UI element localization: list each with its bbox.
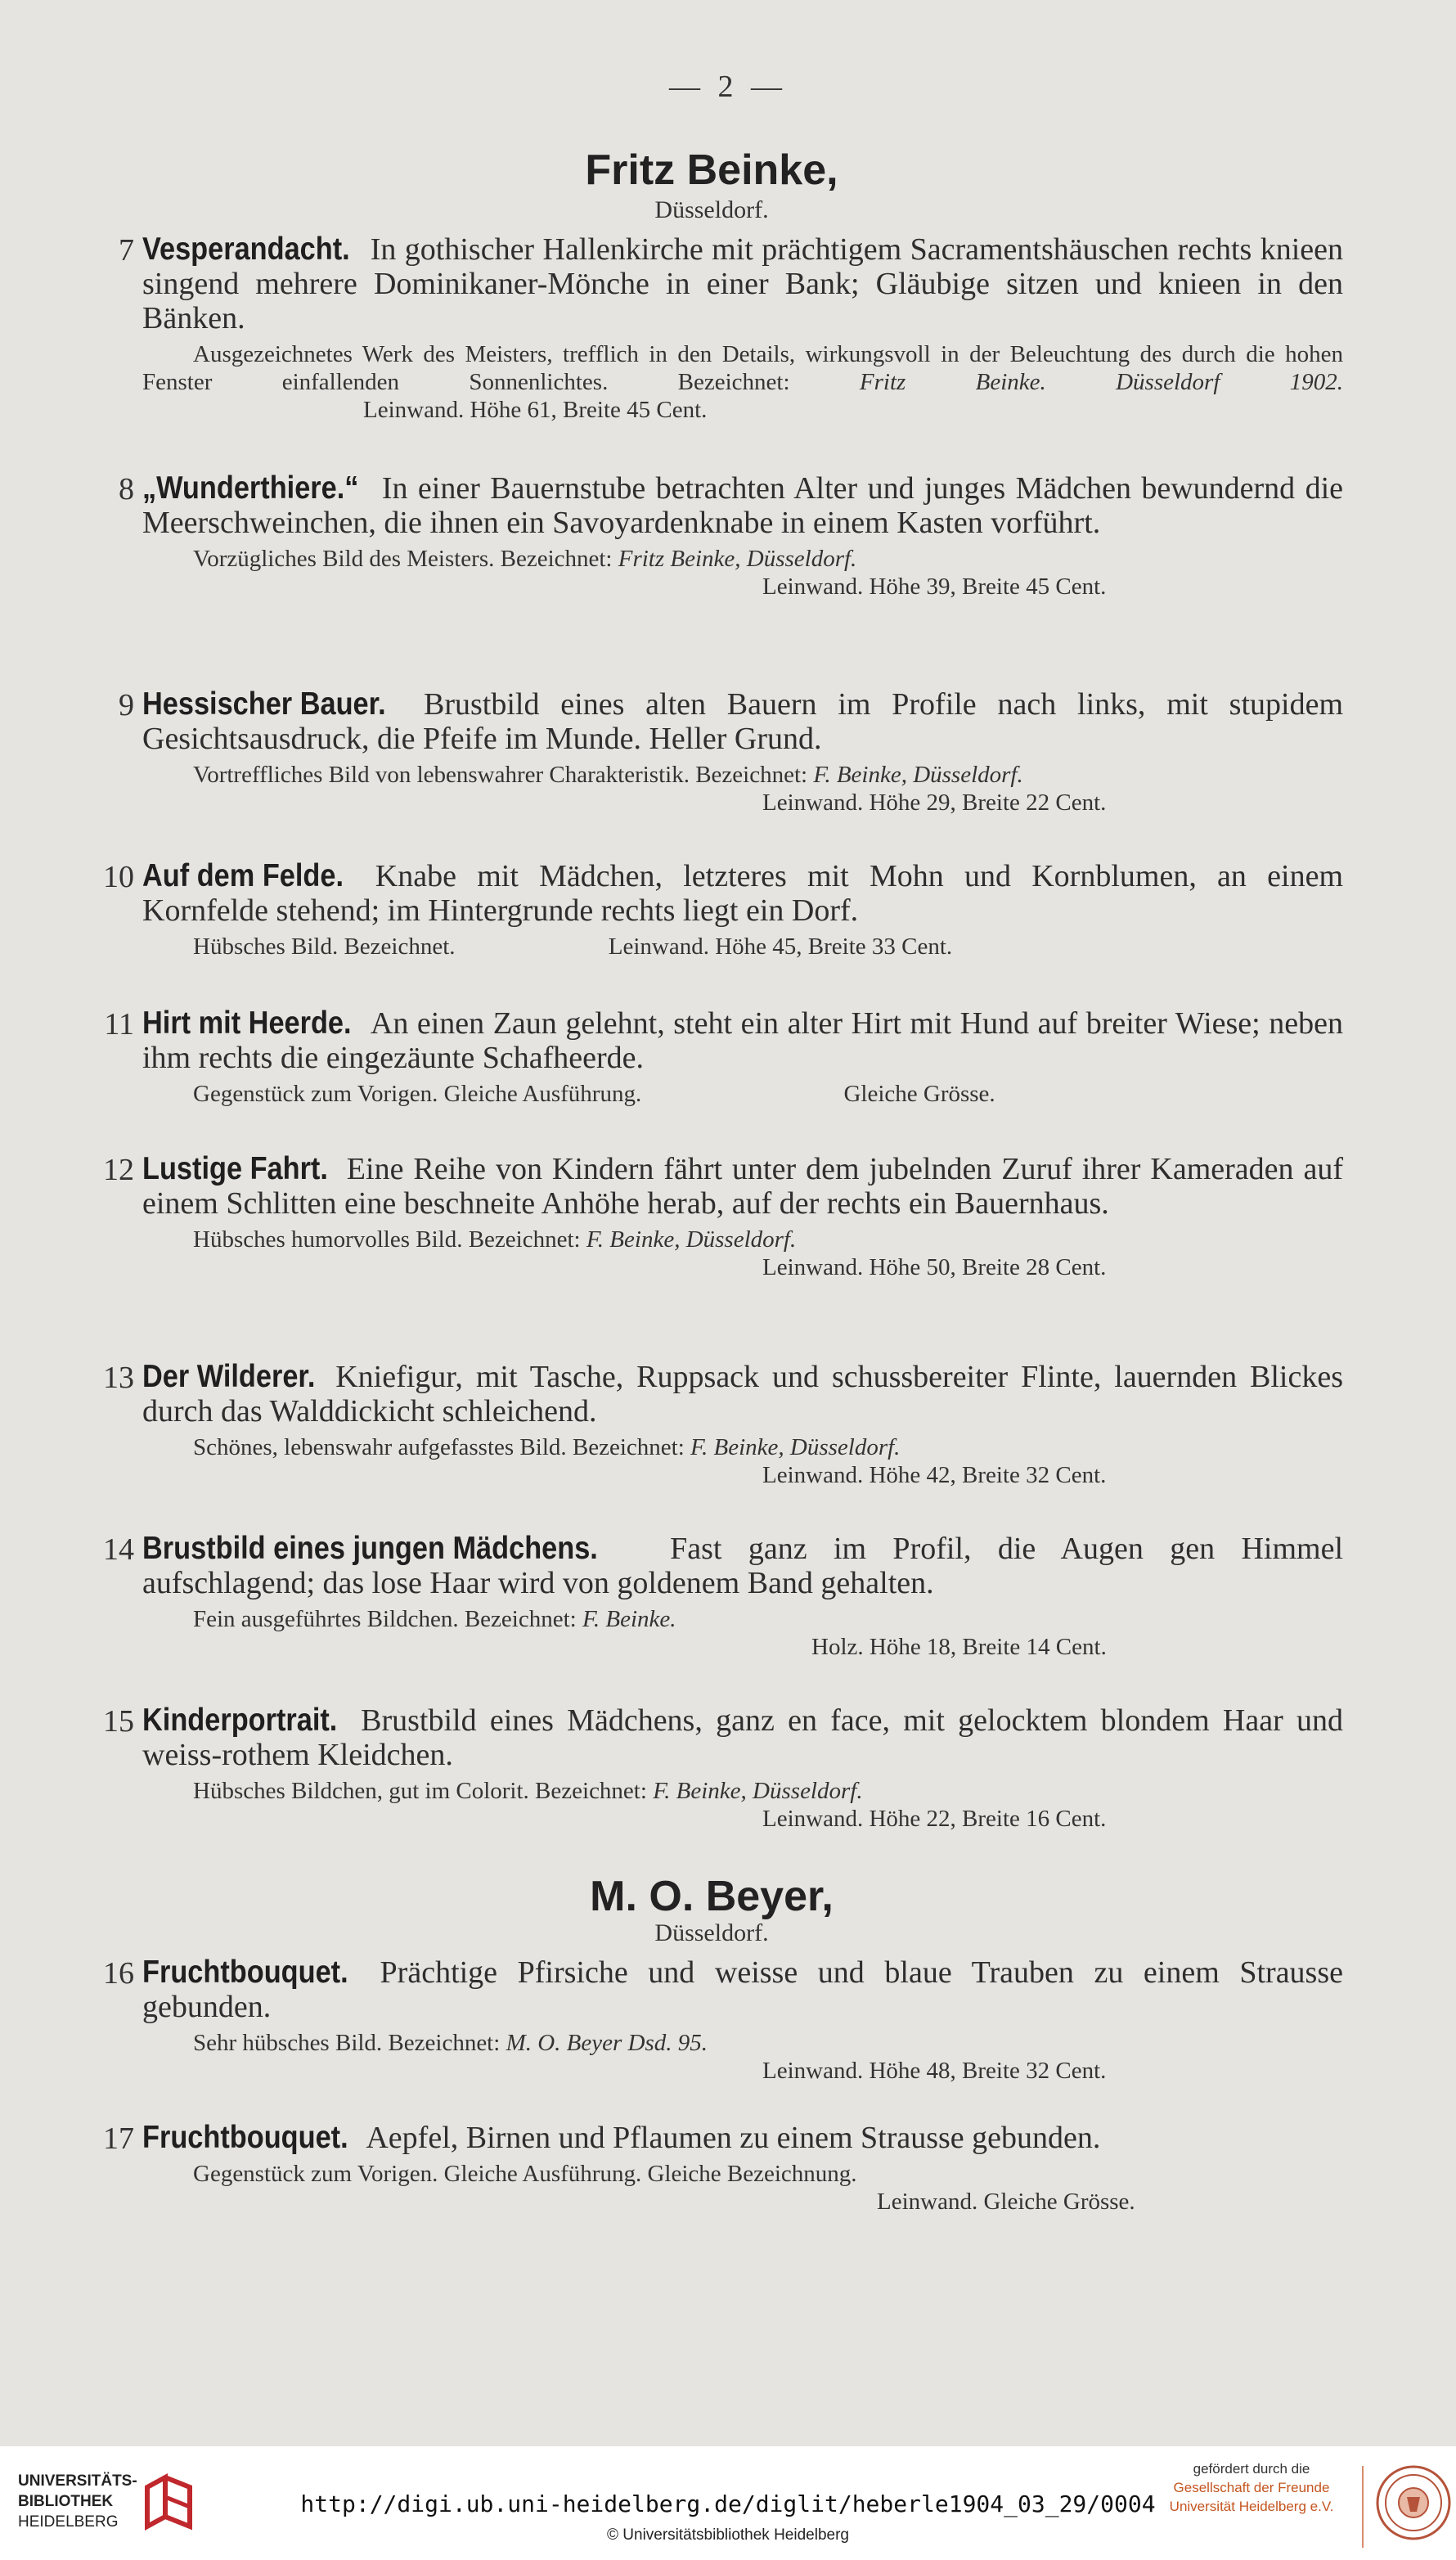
entry-meta: Leinwand. Höhe 22, Breite 16 Cent. [762,1806,1107,1832]
entry-description: An einen Zaun gelehnt, steht ein alter Hirt mit Hund auf breiter Wiese; neben ihm rechts die eingezäunte Schafheerde. [142,1006,1343,1075]
entry-note-text: Hübsches humorvolles Bild. Bezeichnet: [193,1226,581,1253]
entry-signature: F. Beinke. [582,1606,676,1632]
entry-number: 9 [119,688,134,722]
entry-note-text: Hübsches Bild. Bezeichnet. [193,934,456,960]
entry-meta: Leinwand. Höhe 48, Breite 32 Cent. [762,2058,1107,2084]
catalog-entry [92,471,1343,601]
entry-note [193,1777,1343,1805]
catalog-entry [92,1955,1343,2085]
entry-meta: Leinwand. Höhe 45, Breite 33 Cent. [608,934,953,960]
sponsor-org-line1: Gesellschaft der Freunde [1173,2480,1330,2495]
university-seal-icon [1374,2458,1453,2548]
entry-note-text: Sehr hübsches Bild. Bezeichnet: [193,2030,501,2056]
entry-number: 7 [119,233,134,268]
entry-signature: F. Beinke, Düsseldorf. [813,762,1023,788]
entry-number: 8 [119,472,134,506]
catalog-entry [92,687,1343,817]
entry-number: 15 [103,1704,134,1739]
catalog-entry [92,1360,1343,1489]
viewer-footer [0,2446,1456,2560]
page-number: — 2 — [669,70,787,104]
entry-note [193,1226,1343,1253]
entry-text [142,1360,1343,1428]
entry-title: Kinderportrait. [142,1703,338,1738]
entry-note-text: Hübsches Bildchen, gut im Colorit. Bezeichnet: [193,1778,647,1804]
catalog-entry [92,1703,1343,1833]
entry-signature: Fritz Beinke. Düsseldorf 1902. [859,369,1343,395]
artist-city: Düsseldorf. [654,1919,769,1946]
entry-note-text: Vortreffliches Bild von lebenswahrer Charakteristik. Bezeichnet: [193,762,808,788]
entry-note-text: Schönes, lebenswahr aufgefasstes Bild. Bezeichnet: [193,1434,685,1460]
entry-title: Lustige Fahrt. [142,1151,328,1186]
entry-signature: M. O. Beyer Dsd. 95. [506,2030,708,2056]
artist-heading: Fritz Beinke, [585,146,838,194]
entry-text [142,1955,1343,2024]
sponsor-label: gefördert durch die [1193,2461,1310,2477]
entry-meta: Leinwand. Höhe 50, Breite 28 Cent. [762,1254,1107,1280]
entry-description: Kniefigur, mit Tasche, Ruppsack und schussbereiter Flinte, lauernden Blickes durch das Walddickicht schleichend. [142,1360,1343,1428]
artist-heading: M. O. Beyer, [590,1873,834,1920]
entry-text [142,232,1343,335]
entry-note [193,2029,1343,2057]
entry-meta: Gleiche Grösse. [843,1081,995,1107]
entry-note-text: Ausgezeichnetes Werk des Meisters, trefflich in den Details, wirkungsvoll in der Beleuchtung des durch die hohen Fenster einfallenden Sonnenlichtes. Bezeichnet: [142,341,1343,395]
entry-text [142,1532,1343,1600]
entry-description: Aepfel, Birnen und Pflaumen zu einem Strausse gebunden. [366,2121,1101,2155]
sponsor-divider [1362,2466,1364,2548]
sponsor-block[interactable] [1149,2459,1354,2516]
library-name-line2: BIBLIOTHEK [18,2493,114,2510]
entry-text [142,687,1343,756]
entry-meta: Leinwand. Höhe 29, Breite 22 Cent. [762,790,1107,816]
library-name-line3: HEIDELBERG [18,2513,119,2531]
catalog-entry [92,859,1343,961]
entry-note [142,340,1343,424]
entry-text [142,2121,1343,2155]
entry-note-text: Vorzügliches Bild des Meisters. Bezeichnet: [193,546,613,572]
entry-number: 16 [103,1956,134,1991]
entry-signature: F. Beinke, Düsseldorf. [653,1778,863,1804]
catalog-entry [92,1152,1343,1281]
entry-note [193,1605,1343,1633]
entry-signature: F. Beinke, Düsseldorf. [586,1226,797,1253]
catalog-entry [92,232,1343,424]
entry-title: Der Wilderer. [142,1359,316,1394]
entry-meta: Holz. Höhe 18, Breite 14 Cent. [811,1634,1107,1660]
entry-meta: Leinwand. Höhe 39, Breite 45 Cent. [762,574,1107,600]
entry-description: Brustbild eines alten Bauern im Profile nach links, mit stupidem Gesichtsausdruck, die Pfeife im Munde. Heller Grund. [142,687,1344,756]
entry-text [142,1703,1343,1772]
entry-text [142,471,1343,540]
entry-note [193,545,1343,573]
entry-title: „Wunderthiere.“ [142,470,359,506]
entry-title: Fruchtbouquet. [142,1955,348,1990]
catalog-entry [92,1006,1343,1108]
entry-number: 13 [103,1361,134,1395]
entry-note [193,761,1343,789]
entry-number: 11 [104,1007,134,1042]
entry-signature: Fritz Beinke, Düsseldorf. [618,546,857,572]
entry-number: 14 [103,1532,134,1567]
entry-title: Hirt mit Heerde. [142,1006,352,1041]
entry-title: Auf dem Felde. [142,858,344,893]
entry-text [142,859,1343,928]
entry-title: Hessischer Bauer. [142,686,386,722]
entry-description: Prächtige Pfirsiche und weisse und blaue Trauben zu einem Strausse gebunden. [142,1955,1343,2024]
entry-note-text: Gegenstück zum Vorigen. Gleiche Ausführung. Gleiche Bezeichnung. [193,2161,857,2187]
entry-description: Brustbild eines Mädchens, ganz en face, mit gelocktem blondem Haar und weiss-rothem Kleidchen. [142,1703,1344,1772]
entry-title: Fruchtbouquet. [142,2120,348,2155]
entry-text [142,1152,1343,1221]
entry-description: Fast ganz im Profil, die Augen gen Himmel aufschlagend; das lose Haar wird von goldenem Band gehalten. [142,1532,1344,1600]
permalink-url[interactable]: http://digi.ub.uni-heidelberg.de/diglit/heberle1904_03_29/0004 [300,2490,1156,2517]
entry-note [193,2160,1343,2188]
entry-number: 10 [103,860,134,894]
entry-title: Vesperandacht. [142,232,350,267]
entry-number: 12 [103,1153,134,1187]
entry-text [142,1006,1343,1075]
sponsor-org-line2: Universität Heidelberg e.V. [1169,2499,1334,2514]
entry-meta: Leinwand. Höhe 61, Breite 45 Cent. [363,397,708,423]
catalog-entry [92,2121,1343,2216]
artist-city: Düsseldorf. [654,196,769,223]
copyright-notice: © Universitätsbibliothek Heidelberg [607,2526,849,2544]
entry-meta: Leinwand. Höhe 42, Breite 32 Cent. [762,1462,1107,1488]
entry-title: Brustbild eines jungen Mädchens. [142,1531,598,1566]
entry-note [193,933,1343,961]
entry-description: In gothischer Hallenkirche mit prächtigem Sacramentshäuschen rechts knieen singend mehrere Dominikaner-Mönche in einer Bank; Gläubige sitzen und knieen in den Bänken. [142,232,1344,335]
entry-note-text: Fein ausgeführtes Bildchen. Bezeichnet: [193,1606,577,1632]
entry-note [193,1433,1343,1461]
entry-description: Knabe mit Mädchen, letzteres mit Mohn und Kornblumen, an einem Kornfelde stehend; im Hintergrunde rechts liegt ein Dorf. [142,859,1344,928]
entry-number: 17 [103,2121,134,2156]
entry-signature: F. Beinke, Düsseldorf. [690,1434,901,1460]
entry-note-text: Gegenstück zum Vorigen. Gleiche Ausführung. [193,1081,642,1107]
entry-description: In einer Bauernstube betrachten Alter und junges Mädchen bewundernd die Meerschweinchen, die ihnen ein Savoyardenknabe in einem Kasten vorführt. [142,471,1343,540]
entry-description: Eine Reihe von Kindern fährt unter dem jubelnden Zuruf ihrer Kameraden auf einem Schlitten eine beschneite Anhöhe herab, auf der rechts ein Bauernhaus. [142,1152,1343,1221]
entry-note [193,1080,1343,1108]
entry-meta: Leinwand. Gleiche Grösse. [877,2189,1135,2215]
library-name-line1: UNIVERSITÄTS- [18,2472,137,2490]
catalog-entry [92,1532,1343,1661]
